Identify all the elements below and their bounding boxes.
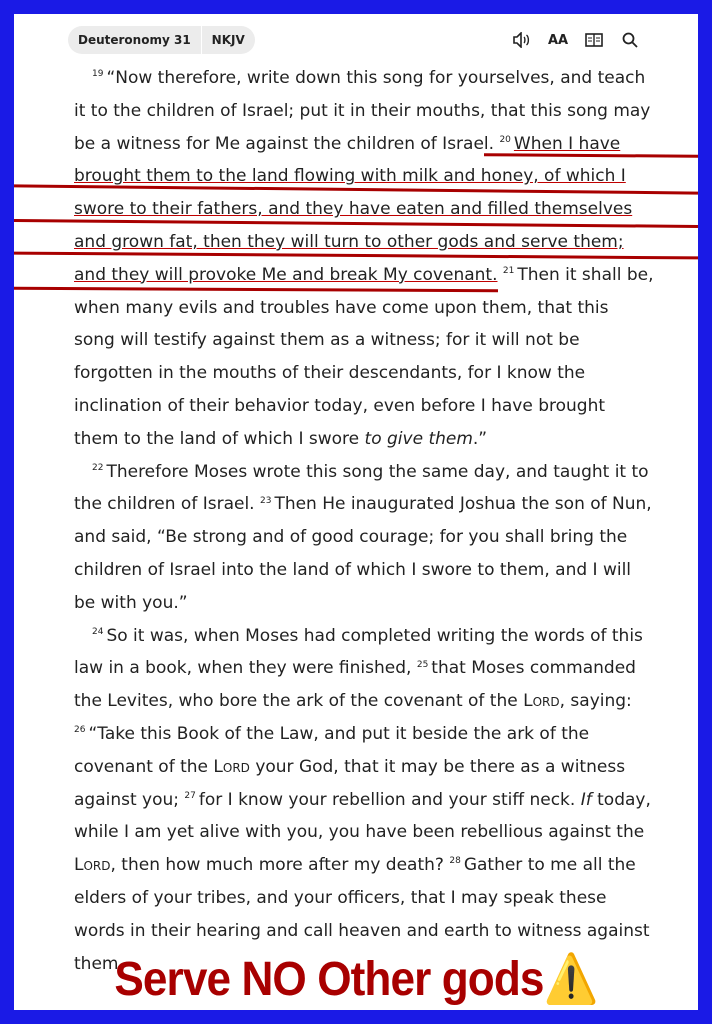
verse-text: “Now therefore, write down this song for yourselves, and teach it to the children of Israel; put it in their mouths, that this song may be a witness for Me against the children of Israel. <box>74 68 651 154</box>
verse-number[interactable]: 24 <box>92 626 104 637</box>
verse-number[interactable]: 26 <box>74 725 86 736</box>
verse-number[interactable]: 25 <box>416 659 429 670</box>
passage-selector[interactable] <box>68 26 255 54</box>
scripture-text <box>74 62 654 980</box>
lord-small-caps: Lord <box>523 691 560 712</box>
toolbar-icons <box>512 30 640 50</box>
lord-small-caps: Lord <box>74 855 111 876</box>
paragraph-3 <box>74 620 654 981</box>
verse-text: , then how much more after my death? <box>110 855 444 876</box>
paragraph-2 <box>74 456 654 620</box>
text-size-icon[interactable]: AA <box>547 32 569 48</box>
verse-text: , saying: <box>559 691 632 712</box>
italic-text: If <box>580 789 592 810</box>
verse-number[interactable]: 27 <box>184 790 196 801</box>
banner-caption <box>41 950 670 1007</box>
verse-text: .” <box>472 428 488 449</box>
search-icon[interactable] <box>620 30 640 50</box>
verse-text: So it was, when Moses had completed writing the words of this law in a book, when they were finished, <box>74 625 643 679</box>
speaker-icon[interactable] <box>512 30 532 50</box>
verse-number[interactable]: 21 <box>502 266 515 277</box>
verse-text: “Take this Book of the Law, and put it beside the ark of the covenant of the <box>74 723 590 777</box>
book-chapter-label[interactable]: Deuteronomy 31 <box>78 33 191 47</box>
verse-number[interactable]: 22 <box>92 462 104 473</box>
verse-text: that Moses commanded the Levites, who bore the ark of the covenant of the <box>74 658 636 712</box>
lord-small-caps: Lord <box>213 756 250 777</box>
paragraph-1 <box>74 62 654 456</box>
verse-number[interactable]: 23 <box>259 495 272 506</box>
verse-text: Therefore Moses wrote this song the same day, and taught it to the children of Israel. <box>74 461 649 515</box>
verse-number[interactable]: 28 <box>449 856 461 867</box>
verse-text: Then it shall be, when many evils and troubles have come upon them, that this song will testify against them as a witness; for it will not be forgotten in the mouths of their descendants, for I know the inclination of their behavior today, even before I have brought them to the land of which I swore <box>74 264 654 449</box>
reader-page <box>14 14 698 1010</box>
top-toolbar <box>14 26 698 56</box>
verse-number[interactable]: 20 <box>499 134 511 145</box>
warning-icon: ⚠️ <box>543 953 598 1006</box>
verse-text: Then He inaugurated Joshua the son of Nun, and said, “Be strong and of good courage; for you shall bring the children of Israel into the land of which I swore to them, and I will be with you.” <box>74 494 652 613</box>
banner-text: Serve NO Other gods <box>114 953 544 1006</box>
verse-text: Gather to me all the elders of your tribes, and your officers, that I may speak these words in their hearing and call heaven and earth to witness against them. <box>74 855 650 974</box>
book-icon[interactable] <box>584 30 604 50</box>
highlighted-verse-text: When I have brought them to the land flowing with milk and honey, of which I swore to their fathers, and they have eaten and filled themselves and grown fat, then they will turn to other gods and serve them; and they will provoke Me and break My covenant. <box>74 133 633 285</box>
italic-text: to give them <box>364 428 473 449</box>
verse-text: your God, that it may be there as a witness against you; <box>74 756 626 810</box>
verse-text: for I know your rebellion and your stiff neck. <box>198 789 576 810</box>
verse-text: today, while I am yet alive with you, you have been rebellious against the <box>74 789 651 843</box>
verse-number[interactable]: 19 <box>92 69 104 80</box>
version-label[interactable]: NKJV <box>211 33 245 47</box>
